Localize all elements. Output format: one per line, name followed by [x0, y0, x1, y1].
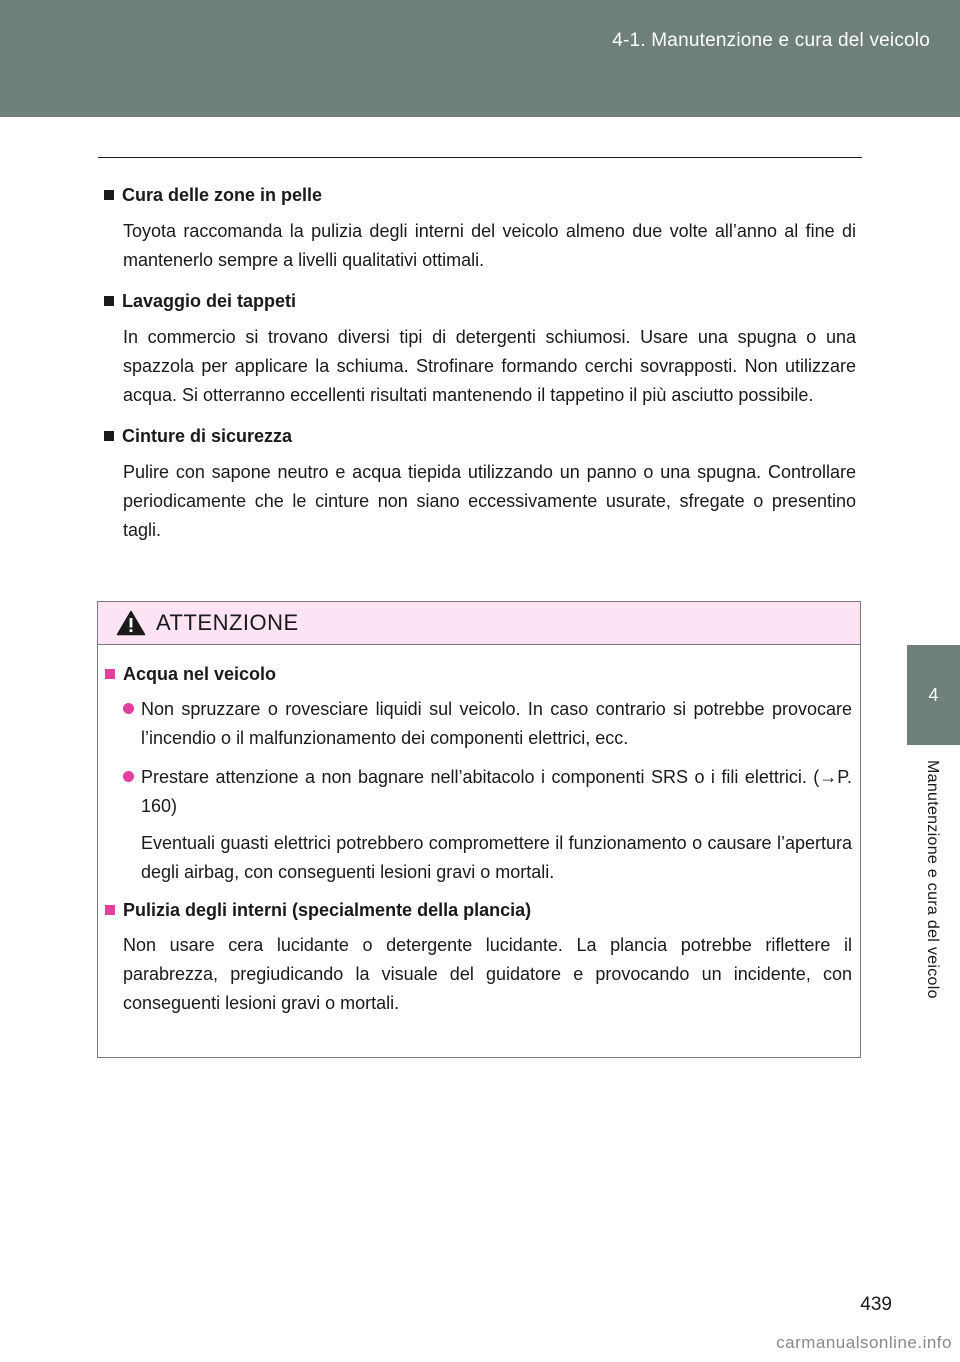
section-text: Pulire con sapone neutro e acqua tiepida utilizzando un panno o una spugna. Controllare periodicamente che le cinture non siano eccessivamente usurate, sfregate o presentino tagli.: [123, 462, 856, 540]
section-text: Toyota raccomanda la pulizia degli interni del veicolo almeno due volte all’anno al fine di mantenerlo sempre a livelli qualitativi ottimali.: [123, 221, 856, 270]
warning-bullet: Non spruzzare o rovesciare liquidi sul veicolo. In caso contrario si potrebbe provocare l’incendio o il malfunzionamento dei componenti elettrici, ecc.: [123, 695, 852, 753]
warning-box: [97, 601, 861, 1058]
warning-title: ATTENZIONE: [156, 610, 299, 635]
watermark: carmanualsonline.info: [776, 1333, 952, 1352]
header-band: [0, 0, 960, 117]
chapter-tab: 4: [907, 645, 960, 745]
square-bullet-icon: [105, 905, 115, 915]
section-title: 4-1. Manutenzione e cura del veicolo: [612, 30, 930, 51]
warning-note: Eventuali guasti elettrici potrebbero compromettere il funzionamento o causare l’apertura degli airbag, con conseguenti lesioni gravi o mortali.: [141, 833, 852, 882]
section-carpet-wash: [104, 288, 856, 410]
section-heading: Cinture di sicurezza: [104, 423, 856, 449]
round-bullet-icon: [123, 771, 134, 782]
main-content: [104, 182, 856, 558]
section-text: In commercio si trovano diversi tipi di detergenti schiumosi. Usare una spugna o una spazzola per applicare la schiuma. Strofinare formando cerchi sovrapposti. Non utilizzare acqua. Si otterranno eccellenti risultati mantenendo il tappetino il più asciutto possibile.: [123, 327, 856, 405]
section-heading: Cura delle zone in pelle: [104, 182, 856, 208]
divider: [98, 157, 862, 158]
warning-heading: Acqua nel veicolo: [105, 661, 852, 687]
warning-triangle-icon: [116, 610, 146, 636]
round-bullet-icon: [123, 703, 134, 714]
square-bullet-icon: [104, 431, 114, 441]
warning-heading: Pulizia degli interni (specialmente della plancia): [105, 897, 852, 923]
warning-body: [98, 645, 860, 1018]
page-number: 439: [860, 1294, 892, 1315]
section-heading: Lavaggio dei tappeti: [104, 288, 856, 314]
warning-header: [98, 602, 860, 645]
square-bullet-icon: [105, 669, 115, 679]
square-bullet-icon: [104, 190, 114, 200]
square-bullet-icon: [104, 296, 114, 306]
chapter-label: Manutenzione e cura del veicolo: [924, 760, 941, 999]
warning-text: Non usare cera lucidante o detergente lucidante. La plancia potrebbe riflettere il parabrezza, pregiudicando la visuale del guidatore e provocando un incidente, con conseguenti lesioni gravi o mortali.: [123, 935, 852, 1013]
section-leather-care: [104, 182, 856, 275]
warning-bullet: Prestare attenzione a non bagnare nell’abitacolo i componenti SRS o i fili elettrici. (→P. 160): [123, 763, 852, 821]
section-seat-belts: [104, 423, 856, 545]
